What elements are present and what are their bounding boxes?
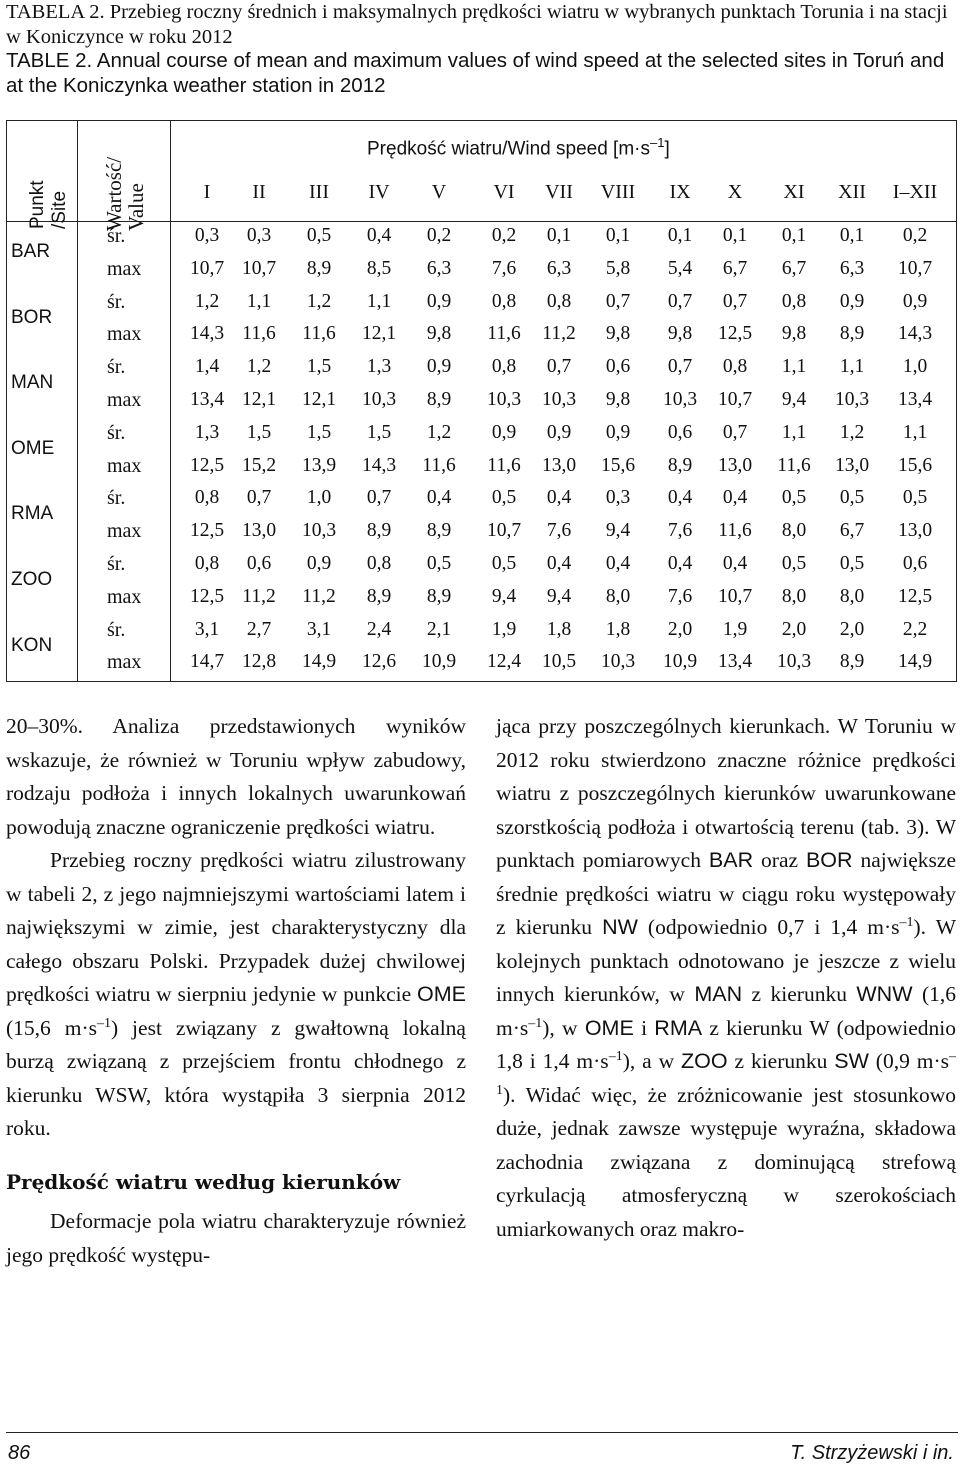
direction-nw: NW [602,915,638,939]
table-cell-mean: 0,5 [306,225,332,246]
table-cell-max: 11,6 [302,323,336,345]
unit-sup: –1 [496,1048,956,1098]
table-cell-mean: 0,1 [722,225,748,246]
site-bor-ref: BOR [805,848,853,872]
month-header: VII [545,181,573,203]
table-cell-max: 10,3 [301,520,337,542]
table-cell-mean: 0,8 [194,487,220,509]
site-ome-ref: OME [584,1015,634,1040]
text-run: i [633,1015,655,1040]
text-run: ), w [542,1015,585,1040]
table-cell-max: 10,7 [717,389,753,410]
table-cell-mean: 2,4 [366,618,392,640]
row-label-mean: śr. [107,553,126,575]
table-cell-max: 14,3 [361,454,397,476]
month-header: IV [368,181,390,203]
row-label-mean: śr. [107,356,126,379]
table-cell-mean: 1,4 [194,356,220,378]
text-run: z kierunku [727,1049,835,1073]
table-cell-max: 13,0 [834,454,870,476]
table-cell-max: 14,7 [189,651,225,673]
site-rma-ref: RMA [654,1015,703,1040]
unit-header [367,135,670,160]
table-cell-max: 11,2 [302,585,336,607]
table-cell-mean: 1,2 [246,356,272,378]
table-cell-mean: 1,2 [839,421,865,443]
table-cell-max: 6,3 [426,257,452,279]
caption-english: TABLE 2. Annual course of mean and maximum values of wind speed at the selected sites in Toruń and at the Koniczynka weather station in 2012 [6,49,945,97]
table-cell-max: 10,3 [486,389,522,410]
table-cell-max: 12,5 [717,323,753,345]
table-cell-mean: 1,8 [546,618,572,640]
table-cell-max: 10,7 [717,585,753,607]
table-cell-mean: 0,7 [605,290,631,312]
table-cell-mean: 1,1 [366,290,392,312]
text-run: ). W kolejnych punktach odnotowano je jeszcze z wielu innych kierunków, w [496,915,956,1006]
table-cell-mean: 0,4 [366,225,392,246]
table-cell-mean: 0,9 [426,290,452,312]
table-cell-mean: 0,7 [722,290,748,312]
table-cell-mean: 0,4 [667,553,693,574]
table-cell-mean: 0,7 [722,421,748,443]
table-cell-max: 13,4 [717,651,753,673]
row-label-max: max [107,257,142,280]
table-cell-max: 6,7 [781,257,807,279]
table-cell-mean: 2,0 [667,618,693,640]
col-site-label: Punkt /Site [27,180,70,229]
table-cell-max: 12,1 [241,389,277,410]
wind-speed-table [6,120,957,682]
table-cell-max: 9,8 [667,323,693,345]
unit-sup: –1 [899,914,914,930]
table-cell-mean: 0,1 [667,225,693,246]
table-cell-mean: 3,1 [306,618,332,640]
table-cell-mean: 2,2 [902,618,928,640]
table-cell-mean: 0,2 [426,225,452,246]
table-cell-mean: 0,3 [246,225,272,246]
table-cell-max: 12,5 [897,585,933,607]
unit-sup: –1 [96,1015,111,1031]
table-cell-mean: 1,1 [781,356,807,378]
row-label-mean: śr. [107,421,126,444]
table-cell-max: 5,4 [667,257,693,279]
table-cell-mean: 3,1 [194,618,220,640]
table-cell-max: 13,9 [301,454,337,476]
paragraph-3: Deformacje pola wiatru charakteryzuje również jego prędkość występu- [6,1209,466,1267]
table-cell-mean: 0,8 [491,356,517,378]
table-cell-mean: 1,3 [194,421,220,443]
table-cell-mean: 0,9 [306,553,332,574]
direction-sw: SW [834,1049,869,1073]
text-run: z kierunku [742,982,857,1006]
table-cell-mean: 1,1 [781,421,807,443]
table-cell-mean: 0,5 [781,553,807,574]
col-value-label: Wartość/ Value [102,156,148,231]
table-cell-max: 13,4 [897,389,933,410]
table-cell-max: 9,4 [491,585,517,607]
row-label-mean: śr. [107,290,126,313]
table-cell-mean: 0,5 [902,487,928,509]
text-run: (odpowiednio 0,7 i 1,4 m·s [637,915,900,939]
month-header: I–XII [892,181,938,203]
unit-header-sup: –1 [650,135,665,150]
table-cell-mean: 1,8 [605,618,631,640]
table-cell-mean: 1,9 [722,618,748,640]
row-label-max: max [107,520,142,543]
table-cell-max: 12,5 [189,520,225,542]
month-header: III [309,181,329,203]
table-cell-mean: 1,5 [366,421,392,443]
table-cell-max: 12,8 [241,651,277,673]
table-cell-mean: 0,5 [491,487,517,509]
table-cell-mean: 0,9 [491,421,517,443]
table-cell-max: 7,6 [546,520,572,542]
table-cell-max: 11,2 [242,585,276,607]
table-cell-max: 8,9 [839,651,865,673]
table-cell-mean: 0,8 [491,290,517,312]
table-cell-max: 9,8 [605,323,631,345]
table-cell-max: 11,6 [242,323,276,345]
table-cell-max: 10,7 [897,257,933,279]
table-cell-max: 8,9 [306,257,332,279]
unit-header-text: Prędkość wiatru/Wind speed [m·s [367,138,650,160]
table-cell-max: 13,0 [241,520,277,542]
col-value-header [103,141,147,231]
table-cell-mean: 0,4 [546,487,572,509]
table-cell-mean: 0,2 [902,225,928,246]
table-cell-max: 8,9 [426,585,452,607]
table-cell-mean: 1,3 [366,356,392,378]
month-header: IX [669,181,691,203]
table-cell-mean: 1,0 [902,356,928,378]
table-cell-mean: 1,5 [246,421,272,443]
table-cell-mean: 0,7 [366,487,392,509]
table-cell-max: 8,0 [839,585,865,607]
table-cell-mean: 0,9 [426,356,452,378]
month-header: II [252,181,266,203]
table-cell-max: 12,1 [361,323,397,345]
table-cell-mean: 1,2 [306,290,332,312]
table-cell-max: 14,9 [897,651,933,673]
table-cell-max: 9,4 [605,520,631,542]
table-cell-max: 9,8 [426,323,452,345]
table-cell-mean: 0,7 [246,487,272,509]
text-run: (1,6 m·s [496,982,956,1040]
table-cell-mean: 2,7 [246,618,272,640]
table-cell-max: 8,5 [366,257,392,279]
text-run: jąca przy poszczególnych kierunkach. W Toruniu w 2012 roku stwierdzono znaczne różnice prędkości wiatru z poszczególnych kierunków uwarunkowane szorstkością podłoża i otwartością terenu (tab. 3). W punktach pomiarowych [496,714,956,872]
table-cell-max: 13,0 [541,454,577,476]
table-cell-max: 10,9 [421,651,457,673]
table-cell-max: 6,3 [839,257,865,279]
table-cell-max: 12,5 [189,454,225,476]
right-column [496,710,956,1246]
table-cell-mean: 0,4 [667,487,693,509]
table-cell-max: 9,8 [605,389,631,410]
table-cell-max: 11,6 [487,454,521,476]
table-cell-max: 11,6 [777,454,811,476]
table-cell-mean: 0,4 [722,487,748,509]
table-cell-max: 8,9 [366,520,392,542]
table-cell-mean: 0,5 [491,553,517,574]
table-cell-max: 13,4 [189,389,225,410]
table-cell-mean: 0,5 [781,487,807,509]
station-label: MAN [11,372,54,394]
table-cell-max: 8,0 [781,520,807,542]
table-cell-max: 12,1 [301,389,337,410]
text-run: z kierunku W (odpowiednio 1,8 i 1,4 m·s [496,1015,956,1073]
station-label: BOR [11,306,53,328]
paragraph-1: 20–30%. Analiza przedstawionych wyników wskazuje, że również w Toruniu wpływ zabudowy, rodzaju podłoża i innych lokalnych uwarunkowań powodują znaczne ograniczenie prędkości wiatru. [6,714,466,839]
table-cell-mean: 0,7 [546,356,572,378]
table-cell-max: 6,7 [722,257,748,279]
section-heading: Prędkość wiatru według kierunków [6,1169,401,1194]
site-ome-ref: OME [417,982,466,1006]
table-cell-max: 8,9 [426,520,452,542]
paragraph-right [496,710,956,1246]
left-column [6,710,466,1272]
table-cell-max: 15,6 [897,454,933,476]
paragraph-2-a: Przebieg roczny prędkości wiatru zilustrowany w tabeli 2, z jego najmniejszymi wartościami latem i największymi w zimie, jest charakterystyczny dla całego obszaru Polski. Przypadek dużej chwilowej prędkości wiatru w sierpniu jedynie w punkcie [6,848,466,1006]
table-cell-mean: 1,5 [306,421,332,443]
table-cell-max: 12,6 [361,651,397,673]
site-bar-ref: BAR [708,848,754,872]
table-cell-max: 8,9 [426,389,452,410]
table-cell-mean: 0,1 [781,225,807,246]
table-cell-max: 11,2 [542,323,576,345]
month-header: XI [783,181,805,203]
footer-rule [6,1432,958,1433]
table-cell-max: 10,3 [361,389,397,410]
table-cell-mean: 1,1 [839,356,865,378]
table-cell-max: 10,3 [834,389,870,410]
table-cell-max: 7,6 [667,585,693,607]
table-cell-mean: 2,0 [839,618,865,640]
table-vertical-rule [170,121,171,681]
caption-polish: TABELA 2. Przebieg roczny średnich i maksymalnych prędkości wiatru w wybranych punktach Torunia i na stacji w Koniczynce w roku 2012 [6,1,948,48]
table-cell-max: 10,3 [600,651,636,673]
unit-sup: –1 [528,1015,543,1031]
row-label-mean: śr. [107,618,126,641]
table-cell-mean: 0,8 [781,290,807,312]
table-cell-max: 8,9 [839,323,865,345]
table-cell-mean: 0,4 [722,553,748,574]
table-cell-max: 7,6 [491,257,517,279]
page-number: 86 [8,1442,31,1464]
row-label-mean: śr. [107,225,126,247]
station-label: BAR [11,241,51,262]
paragraph-2 [6,844,466,1146]
table-cell-max: 9,4 [546,585,572,607]
table-cell-mean: 0,2 [491,225,517,246]
table-cell-mean: 0,1 [605,225,631,246]
row-label-max: max [107,454,142,477]
paragraph-2-c: ) jest związany z gwałtowną lokalną burzą związaną z przejściem frontu chłodnego z kierunku WSW, która wystąpiła 3 sierpnia 2012 roku. [6,1015,466,1140]
table-cell-max: 10,7 [486,520,522,542]
station-label: RMA [11,503,54,525]
month-header: I [203,181,211,203]
table-vertical-rule [77,121,78,681]
site-zoo-ref: ZOO [681,1049,728,1073]
table-cell-mean: 1,2 [194,290,220,312]
table-cell-max: 6,3 [546,257,572,279]
table-cell-mean: 0,6 [902,553,928,574]
table-cell-max: 12,5 [189,585,225,607]
text-run: oraz [753,848,806,872]
table-cell-mean: 1,1 [246,290,272,312]
table-cell-max: 14,3 [897,323,933,345]
table-cell-max: 5,8 [605,257,631,279]
table-cell-mean: 0,5 [839,553,865,574]
text-run: ), a w [622,1049,681,1073]
text-run: (0,9 m·s [868,1049,949,1073]
table-cell-max: 8,9 [667,454,693,476]
table-cell-mean: 0,9 [839,290,865,312]
table-cell-mean: 1,1 [902,421,928,443]
table-cell-mean: 0,9 [546,421,572,443]
table-cell-mean: 0,5 [426,553,452,574]
table-cell-max: 9,8 [781,323,807,345]
table-cell-max: 10,7 [241,257,277,279]
table-cell-max: 8,9 [366,585,392,607]
row-label-mean: śr. [107,487,126,510]
table-cell-max: 8,0 [781,585,807,607]
table-cell-max: 15,6 [600,454,636,476]
table-cell-mean: 1,2 [426,421,452,443]
table-cell-mean: 1,5 [306,356,332,378]
table-cell-mean: 0,9 [902,290,928,312]
station-label: ZOO [11,569,53,590]
table-cell-max: 6,7 [839,520,865,542]
running-authors: T. Strzyżewski i in. [790,1442,954,1464]
row-label-max: max [107,651,142,674]
month-header: V [431,181,447,203]
table-cell-mean: 0,6 [246,553,272,574]
table-cell-max: 12,4 [486,651,522,673]
table-cell-max: 10,3 [662,389,698,410]
direction-wnw: WNW [856,982,913,1006]
table-header-rule [7,221,956,222]
table-cell-max: 10,3 [776,651,812,673]
table-cell-mean: 0,8 [366,553,392,574]
row-label-max: max [107,585,142,608]
table-cell-mean: 0,3 [194,225,220,246]
unit-sup: –1 [608,1048,623,1064]
table-cell-max: 10,7 [189,257,225,279]
col-site-header [27,121,71,229]
table-cell-mean: 0,4 [546,553,572,574]
month-header: X [727,181,743,203]
table-cell-max: 10,3 [541,389,577,410]
row-label-max: max [107,389,142,411]
table-cell-mean: 0,7 [667,356,693,378]
table-cell-max: 9,4 [781,389,807,410]
table-cell-mean: 0,4 [605,553,631,574]
table-cell-max: 14,3 [189,323,225,345]
table-cell-mean: 0,3 [605,487,631,509]
site-man-ref: MAN [694,982,743,1006]
table-cell-max: 11,6 [422,454,456,476]
paragraph-2-b: (15,6 m·s [6,1015,97,1040]
table-cell-max: 7,6 [667,520,693,542]
text-run: ). Widać więc, że zróżnicowanie jest stosunkowo duże, jednak zawsze występuje wyraźna, składowa zachodnia związana z dominującą strefową cyrkulacją atmosferyczną w szerokościach umiarkowanych oraz makro- [496,1082,956,1241]
month-header: VI [493,181,515,203]
table-cell-max: 10,9 [662,651,698,673]
table-cell-max: 8,0 [605,585,631,607]
table-cell-mean: 0,4 [426,487,452,509]
row-label-max: max [107,323,142,346]
table-cell-mean: 0,8 [194,553,220,574]
table-cell-max: 15,2 [241,454,277,476]
text-run: największe średnie prędkości wiatru w ciągu roku występowały z kierunku [496,848,957,939]
table-cell-mean: 0,5 [839,487,865,509]
table-cell-mean: 0,7 [667,290,693,312]
table-cell-mean: 0,6 [667,421,693,443]
table-cell-max: 13,0 [717,454,753,476]
table-cell-mean: 0,9 [605,421,631,443]
station-label: OME [11,437,55,459]
month-header: VIII [600,181,636,203]
table-cell-mean: 1,0 [306,487,332,509]
table-cell-mean: 0,6 [605,356,631,378]
table-cell-mean: 2,0 [781,618,807,640]
table-cell-mean: 0,8 [546,290,572,312]
table-cell-max: 11,6 [487,323,521,345]
table-cell-mean: 0,1 [546,225,572,246]
table-cell-max: 13,0 [897,520,933,542]
month-header: XII [838,181,866,203]
table-cell-max: 14,9 [301,651,337,673]
table-cell-max: 10,5 [541,651,577,673]
table-caption [6,0,956,98]
table-cell-mean: 1,9 [491,618,517,640]
table-cell-mean: 0,1 [839,225,865,246]
table-cell-mean: 0,8 [722,356,748,378]
table-cell-mean: 2,1 [426,618,452,640]
station-label: KON [11,634,53,656]
table-cell-max: 11,6 [718,520,752,542]
unit-header-close: ] [664,138,670,160]
